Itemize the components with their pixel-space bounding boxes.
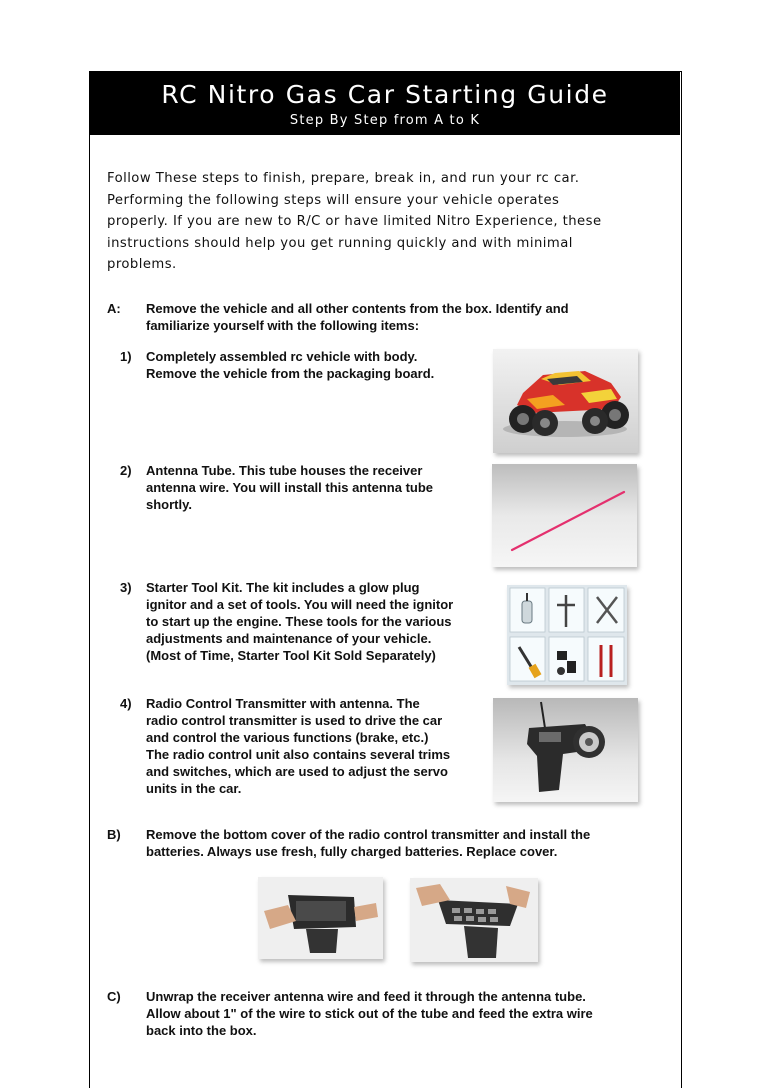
item-4-line: units in the car.	[146, 781, 242, 796]
item-4-text	[146, 695, 450, 797]
item-4-line: and switches, which are used to adjust the servo	[146, 764, 448, 779]
intro-line: Follow These steps to finish, prepare, break in, and run your rc car.	[107, 171, 580, 186]
step-a-line: Remove the vehicle and all other contents from the box. Identify and	[146, 301, 569, 316]
intro-line: problems.	[107, 257, 177, 272]
transmitter-battery-install-photo	[410, 878, 538, 962]
step-c-line: Allow about 1" of the wire to stick out of the tube and feed the extra wire	[146, 1006, 593, 1021]
item-4-line: Radio Control Transmitter with antenna. The	[146, 696, 420, 711]
intro-line: properly. If you are new to R/C or have limited Nitro Experience, these	[107, 214, 602, 229]
item-3-line: ignitor and a set of tools. You will need the ignitor	[146, 597, 454, 612]
item-1-text	[146, 348, 434, 382]
item-1-line: Remove the vehicle from the packaging board.	[146, 366, 435, 381]
item-3-line: adjustments and maintenance of your vehicle.	[146, 631, 432, 646]
step-c-line: back into the box.	[146, 1023, 257, 1038]
step-a-label: A:	[107, 301, 121, 316]
item-3-label: 3)	[120, 580, 132, 595]
item-1-label: 1)	[120, 349, 132, 364]
item-2-text	[146, 462, 433, 513]
item-3-text	[146, 579, 453, 664]
monster-truck-photo	[493, 349, 638, 453]
transmitter-battery-cover-photo	[258, 877, 383, 959]
step-c-line: Unwrap the receiver antenna wire and feed it through the antenna tube.	[146, 989, 586, 1004]
step-b-label: B)	[107, 827, 121, 842]
item-1-line: Completely assembled rc vehicle with body.	[146, 349, 418, 364]
item-4-line: radio control transmitter is used to drive the car	[146, 713, 443, 728]
step-b-line: batteries. Always use fresh, fully charged batteries. Replace cover.	[146, 844, 558, 859]
item-3-line: (Most of Time, Starter Tool Kit Sold Separately)	[146, 648, 436, 663]
item-2-line: antenna wire. You will install this antenna tube	[146, 480, 434, 495]
item-4-line: and control the various functions (brake, etc.)	[146, 730, 429, 745]
intro-line: instructions should help you get running quickly and with minimal	[107, 235, 573, 251]
item-2-line: shortly.	[146, 497, 192, 512]
item-2-line: Antenna Tube. This tube houses the receiver	[146, 463, 423, 478]
item-3-line: Starter Tool Kit. The kit includes a glow plug	[146, 580, 420, 595]
antenna-tube-photo	[492, 464, 637, 567]
header-banner	[90, 72, 680, 135]
step-a-line: familiarize yourself with the following items:	[146, 318, 420, 333]
item-2-label: 2)	[120, 463, 132, 478]
step-a-text	[146, 300, 569, 334]
page-subtitle: Step By Step from A to K	[289, 113, 481, 128]
step-c-text	[146, 988, 593, 1039]
step-b-text	[146, 826, 590, 860]
step-c-label: C)	[107, 989, 121, 1004]
item-4-label: 4)	[120, 696, 132, 711]
intro-line: Performing the following steps will ensure your vehicle operates	[107, 192, 560, 208]
starter-tool-kit-photo	[507, 585, 627, 685]
intro-paragraph	[107, 168, 667, 276]
item-3-line: to start up the engine. These tools for the various	[146, 614, 452, 629]
step-b-line: Remove the bottom cover of the radio control transmitter and install the	[146, 827, 591, 842]
page-title: RC Nitro Gas Car Starting Guide	[161, 80, 609, 109]
radio-transmitter-photo	[493, 698, 638, 802]
item-4-line: The radio control unit also contains several trims	[146, 747, 451, 762]
